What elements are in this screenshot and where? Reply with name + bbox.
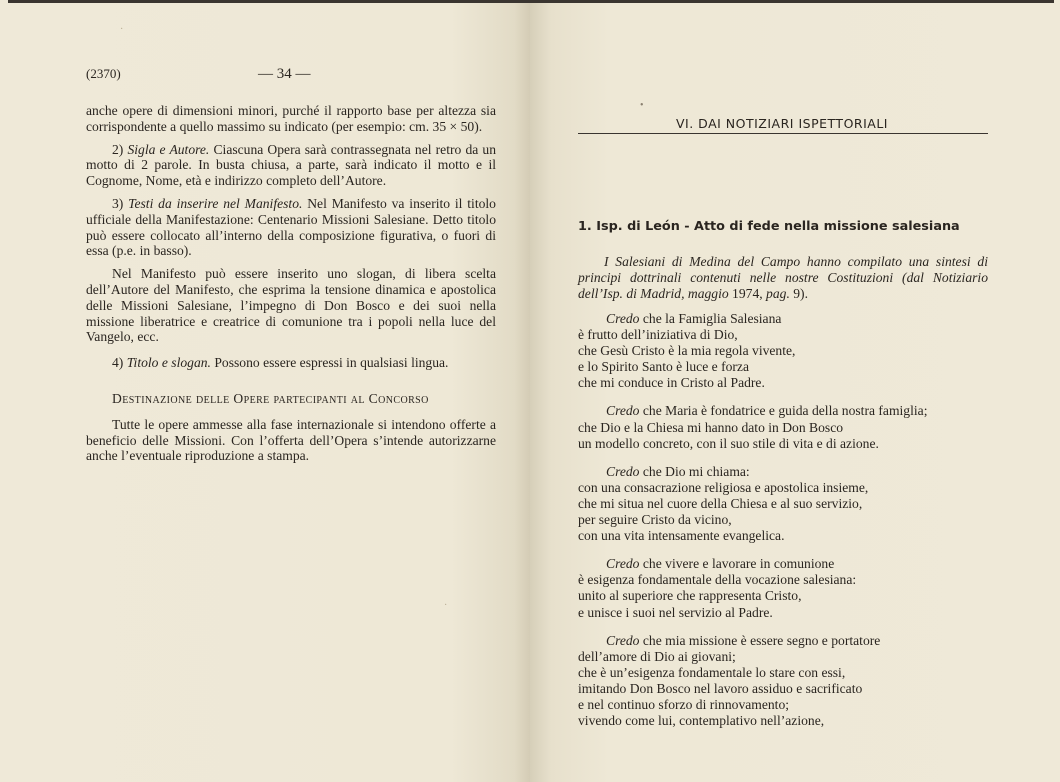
stanza-line: è frutto dell’iniziativa di Dio, [578,327,738,343]
stanza-line: per seguire Cristo da vicino, [578,512,732,528]
stanza-line: dell’amore di Dio ai giovani; [578,648,736,664]
stanza [578,403,1008,451]
stanza [578,633,1008,730]
stanza-line: è esigenza fondamentale della vocazione salesiana: [578,572,857,588]
stanza-line: Credo che Maria è fondatrice e guida della nostra famiglia; [606,403,928,419]
stanza-line: vivendo come lui, contemplativo nell’azione, [578,713,825,729]
paragraph: 3) Testi da inserire nel Manifesto. Nel Manifesto va inserito il titolo ufficiale della Manifestazione: Centenario Missioni Salesiane. Detto titolo può essere collocato all’interno della composizione figurativa, o fuori di essa (p.e. in basso). [86,195,496,259]
stanza [578,311,1008,391]
paper-speck: · [120,24,124,35]
section-title: 1. Isp. di León - Atto di fede nella missione salesiana [578,219,960,234]
stanza-line: con una consacrazione religiosa e apostolica insieme, [578,479,869,495]
closing-paragraph: Tutte le opere ammesse alla fase internazionale si intendono offerte a beneficio delle Missioni. Con l’offerta dell’Opera s’intende autorizzarne anche l’eventuale riproduzione a stampa. [86,416,496,464]
top-page-edge [8,0,530,3]
stanza-line: e unisce i suoi nel servizio al Padre. [578,604,773,620]
folio-number: (2370) [86,66,121,81]
top-page-edge [530,0,1054,3]
stanza-line: con una vita intensamente evangelica. [578,528,785,544]
stanza-line: Credo che Dio mi chiama: [606,463,750,479]
paragraph: 2) Sigla e Autore. Ciascuna Opera sarà contrassegnata nel retro da un motto di 2 parole. In busta chiusa, a parte, sarà indicato il motto e il Cognome, Nome, età e indirizzo completo dell’Autore. [86,141,496,189]
paper-speck: · [444,600,448,611]
credo-word: Credo [606,463,640,479]
credo-word: Credo [606,556,640,572]
intro-paragraph: I Salesiani di Medina del Campo hanno compilato una sintesi di principi dottrinali contenuti nelle nostre Costituzioni (dal Notiziario dell’Isp. di Madrid, maggio 1974, pag. 9). [578,254,988,301]
left-body-text [86,103,496,471]
stanza-line: che Gesù Cristo è la mia regola vivente, [578,343,796,359]
paragraph: Nel Manifesto può essere inserito uno slogan, di libera scelta dell’Autore del Manifesto, che esprima la tensione dinamica e apostolica delle Missioni Salesiane, l’impegno di Don Bosco e dei suoi nella missione liberatrice e creatrice di comunione tra i popoli nella luce del Vangelo, ecc. [86,266,496,345]
stanza-line: che è un’esigenza fondamentale lo stare con essi, [578,664,846,680]
subheading: Destinazione delle Opere partecipanti al Concorso [112,390,429,406]
stanza-line: Credo che la Famiglia Salesiana [606,311,782,326]
stanza [578,556,1008,620]
paragraph: anche opere di dimensioni minori, purché il rapporto base per altezza sia corrispondente a quello massimo su indicato (per esempio: cm. 35 × 50). [86,103,496,134]
paper-speck: • [640,100,644,111]
credo-stanzas [578,311,1008,741]
stanza [578,464,1008,544]
stanza-line: imitando Don Bosco nel lavoro assiduo e sacrificato [578,680,863,696]
page-number: — 34 — [258,66,311,82]
header-rule [578,133,988,134]
paragraph: 4) Titolo e slogan. Possono essere espressi in qualsiasi lingua. [112,355,449,371]
stanza-line: Credo che vivere e lavorare in comunione [606,556,835,572]
running-head: VI. DAI NOTIZIARI ISPETTORIALI [676,116,888,131]
stanza-line: che mi conduce in Cristo al Padre. [578,375,765,391]
stanza-line: un modello concreto, con il suo stile di vita e di azione. [578,435,879,451]
stanza-line: e lo Spirito Santo è luce e forza [578,359,749,375]
stanza-line: che Dio e la Chiesa mi hanno dato in Don Bosco [578,419,844,435]
stanza-line: e nel continuo sforzo di rinnovamento; [578,696,790,712]
credo-word: Credo [606,403,640,419]
credo-word: Credo [606,632,640,648]
stanza-line: che mi situa nel cuore della Chiesa e al suo servizio, [578,495,863,511]
stanza-line: unito al superiore che rappresenta Cristo, [578,588,802,604]
credo-word: Credo [606,311,640,326]
stanza-line: Credo che mia missione è essere segno e portatore [606,632,881,648]
